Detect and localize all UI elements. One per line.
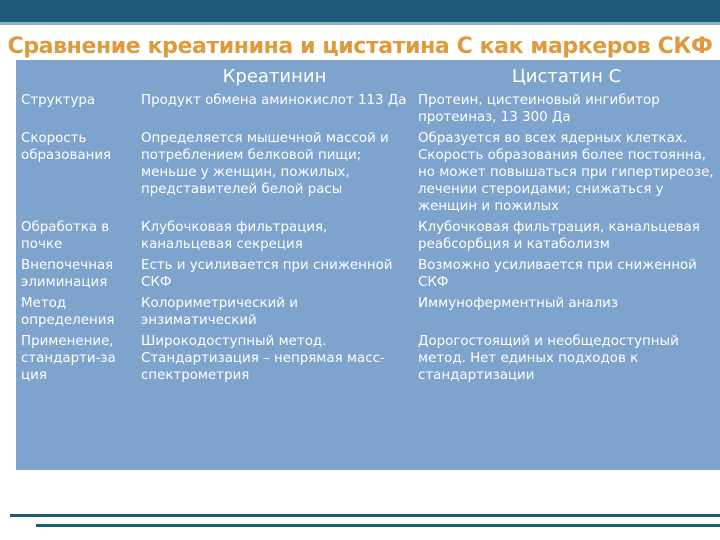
header-cell-creatinine: Креатинин	[222, 65, 327, 87]
table-row	[16, 333, 720, 388]
creatinine-cell: Колориметрический и энзиматический	[141, 296, 298, 328]
cystatin-cell: Иммуноферментный анализ	[418, 296, 619, 311]
creatinine-cell: Определяется мышечной массой и потреблением белковой пищи; меньше у женщин, пожилых, представителей белой расы	[141, 131, 389, 197]
cystatin-cell: Клубочковая фильтрация, канальцевая реабсорбция и катаболизм	[418, 220, 700, 252]
comparison-table	[16, 60, 720, 388]
comparison-table-container	[16, 60, 720, 470]
creatinine-cell: Есть и усиливается при сниженной СКФ	[141, 258, 393, 290]
creatinine-cell: Клубочковая фильтрация, канальцевая секреция	[141, 220, 328, 252]
header-cell-empty	[16, 60, 136, 92]
creatinine-cell: Широкодоступный метод. Стандартизация – непрямая масс-спектрометрия	[141, 334, 385, 383]
row-label: Скорость образования	[21, 131, 112, 163]
row-label: Применение, стандарти-за ция	[21, 334, 116, 383]
slide-title: Сравнение креатинина и цистатина С как маркеров СКФ	[7, 34, 713, 59]
table-row	[16, 219, 720, 257]
table-row	[16, 92, 720, 130]
header-cell-cystatin: Цистатин С	[511, 65, 622, 87]
row-label: Структура	[21, 93, 96, 108]
bottom-decorative-line-2	[36, 524, 720, 527]
cystatin-cell: Образуется во всех ядерных клетках. Скорость образования более постоянна, но может повышаться при гипертиреозе, лечении стероидами; снижаться у женщин и пожилых	[418, 131, 714, 214]
table-row	[16, 295, 720, 333]
table-header-row	[16, 60, 720, 92]
creatinine-cell: Продукт обмена аминокислот 113 Да	[141, 93, 407, 108]
cystatin-cell: Возможно усиливается при сниженной СКФ	[418, 258, 697, 290]
table-row	[16, 130, 720, 219]
row-label: Обработка в почке	[21, 220, 110, 252]
bottom-decorative-line-1	[10, 514, 720, 517]
row-label: Метод определения	[21, 296, 115, 328]
table-row	[16, 257, 720, 295]
cystatin-cell: Протеин, цистеиновый ингибитор протеиназ, 13 300 Да	[418, 93, 660, 125]
top-decorative-band	[0, 0, 720, 22]
cystatin-cell: Дорогостоящий и необщедоступный метод. Нет единых подходов к стандартизации	[418, 334, 679, 383]
row-label: Внепочечная элиминация	[21, 258, 114, 290]
